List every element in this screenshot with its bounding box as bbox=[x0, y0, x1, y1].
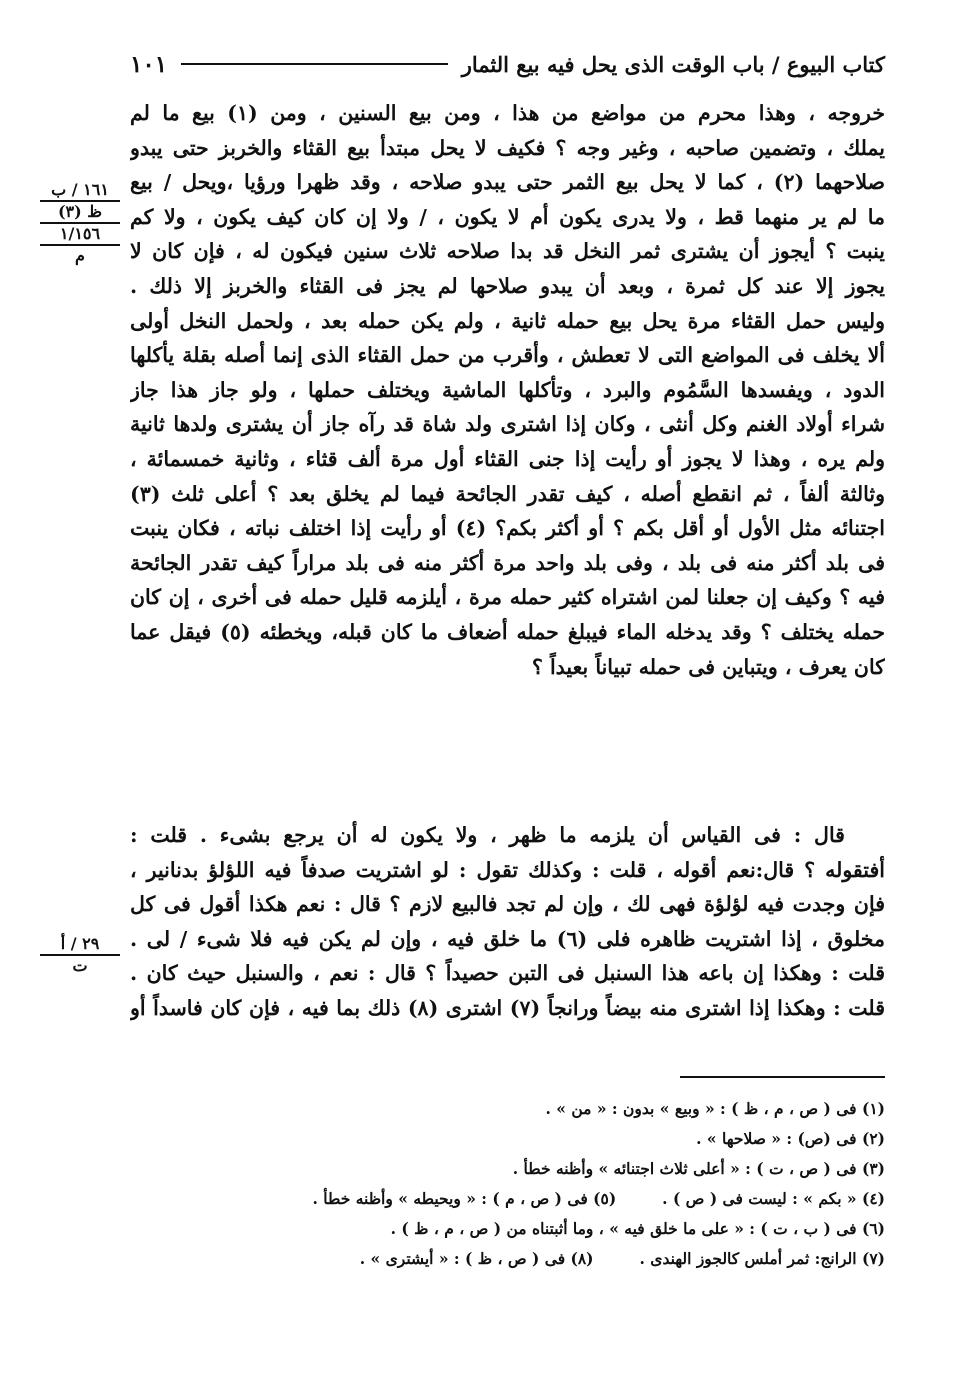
footnotes bbox=[130, 1094, 885, 1274]
text-line: شراء أولاد الغنم وكل أنثى ، وكان إذا اشترى ولد شاة قد رآه جاز أن يشترى ولدها ثانية bbox=[130, 412, 885, 437]
footnote: (٤) « بكم » : ليست فى ( ص ) . bbox=[662, 1189, 885, 1208]
text-line: حمله يختلف ؟ وقد يدخله الماء فيبلغ حمله أضعاف ما كان قبله، ويخطئه (٥) فيقل عما bbox=[130, 619, 885, 644]
footnote-pair bbox=[130, 1184, 885, 1214]
margin-note-line: ٢٩ / أ bbox=[40, 934, 120, 956]
text-line: صلاحهما (٢) ، كما لا يحل بيع الثمر حتى يبدو صلاحه ، وقد ظهرا ورؤيا ،ويحل / بيع bbox=[130, 170, 885, 195]
text-line: ما لم ير منهما قط ، ولا يدرى يكون أم لا يكون ، / ولا إن كان كيف يكون ، ولا كم bbox=[130, 204, 885, 229]
header-rule bbox=[181, 63, 448, 65]
page-number: ١٠١ bbox=[130, 50, 168, 78]
running-header bbox=[130, 44, 885, 84]
text-line: ولم يره ، وهذا لا يجوز أو رأيت إذا جنى القثاء أول مرة ألف قثاء ، وثانية خمسمائة ، bbox=[130, 446, 885, 471]
margin-note-line: ظ (٣) bbox=[40, 202, 120, 224]
text-line: وليس حمل القثاء مرة يحل بيع حمله ثانية ، ولم يكن حمله بعد ، ولحمل النخل أولى bbox=[130, 308, 885, 333]
text-line: كان يعرف ، ويتباين فى حمله تبياناً بعيداً ؟ bbox=[531, 654, 885, 679]
margin-note-line: ١/١٥٦ bbox=[40, 224, 120, 246]
footnote-pair bbox=[130, 1244, 885, 1274]
text-line: فى بلد أكثر منه فى بلد ، وفى بلد واحد مرة أكثر منه فى بلد مراراً كيف تقدر الجائحة bbox=[130, 550, 885, 575]
margin-note-manuscript-refs bbox=[40, 180, 120, 266]
text-line: قلت : وهكذا إن باعه هذا السنبل فى التبن حصيداً ؟ قال : نعم ، والسنبل حيث كان . bbox=[130, 961, 885, 986]
text-line: يجوز إلا عند كل ثمرة ، وبعد أن يبدو صلاحها لم يجز فى القثاء والخربز إلا ذلك . bbox=[130, 273, 885, 298]
footnote: (٥) فى ( ص ، م ) : « ويحيطه » وأظنه خطأ . bbox=[312, 1189, 617, 1208]
text-line: اجتنائه مثل الأول أو أقل بكم ؟ أو أكثر بكم؟ (٤) أو رأيت إذا اختلف نباته ، فكان ينبت bbox=[130, 516, 885, 541]
text-line: فيه ؟ وكيف إن جعلنا لمن اشتراه كثير حمله مرة ، أيلزمه قليل حمله فى أخرى ، إن كان bbox=[130, 585, 885, 610]
footnote: (٨) فى ( ص ، ظ ) : « أيشترى » . bbox=[359, 1249, 594, 1268]
footnote-separator bbox=[680, 1076, 885, 1078]
text-line: يملك ، وتضمين صاحبه ، وغير وجه ؟ فكيف لا يحل مبتدأ بيع القثاء والخربز حتى يبدو bbox=[130, 135, 885, 160]
text-line: قال : فى القياس أن يلزمه ما ظهر ، ولا يكون له أن يرجع بشىء . قلت : bbox=[130, 823, 845, 847]
main-paragraph-2 bbox=[130, 818, 885, 1026]
footnote: (٣) فى ( ص ، ت ) : « أعلى ثلاث اجتنائه » وأظنه خطأ . bbox=[512, 1159, 885, 1178]
text-line: ينبت ؟ أيجوز أن يشترى ثمر النخل قد بدا صلاحه ثلاث سنين فيكون له ، فإن كان لا bbox=[130, 239, 885, 264]
footnote: (٧) الرانج: ثمر أملس كالجوز الهندى . bbox=[639, 1249, 885, 1268]
main-paragraph-1 bbox=[130, 96, 885, 684]
footnote: (٢) فى (ص) : « صلاحها » . bbox=[696, 1129, 885, 1148]
margin-note-line: ١٦١ / ب bbox=[40, 180, 120, 202]
text-line: مخلوق ، إذا اشتريت ظاهره فلى (٦) ما خلق فيه ، وإن لم يكن فيه فلا شىء / لى . bbox=[130, 926, 885, 951]
text-line: ألا يخلف فى المواضع التى لا تعطش ، وأقرب من حمل القثاء الذى إنما أصله بقلة يأكلها bbox=[130, 343, 885, 368]
text-line: قلت : وهكذا إذا اشترى منه بيضاً ورانجاً (٧) اشترى (٨) ذلك بما فيه ، فإن كان فاسداً أو bbox=[130, 995, 885, 1020]
margin-note-line: م bbox=[75, 246, 85, 265]
text-line: خروجه ، وهذا محرم من مواضع من هذا ، ومن بيع السنين ، ومن (١) بيع ما لم bbox=[130, 101, 885, 125]
text-line: وثالثة ألفاً ، ثم انقطع أصله ، كيف تقدر الجائحة فيما لم يخلق بعد ؟ أعلى ثلث (٣) bbox=[130, 481, 885, 506]
margin-note-manuscript-refs-2 bbox=[40, 934, 120, 976]
margin-note-line: ت bbox=[72, 956, 88, 975]
footnote: (١) فى ( ص ، م ، ظ ) : « وبيع » بدون : « من » . bbox=[545, 1099, 885, 1118]
text-line: فإن وجدت فيه لؤلؤة فهى لك ، وإن لم تجد فالبيع لازم ؟ قال : نعم هكذا أقول فى كل bbox=[130, 892, 885, 917]
text-line: أفتقوله ؟ قال:نعم أقوله ، قلت : وكذلك تقول : لو اشتريت صدفاً فيه اللؤلؤ بدنانير ، bbox=[130, 857, 885, 882]
footnote: (٦) فى ( ب ، ت ) : « على ما خلق فيه » ، وما أثبتناه من ( ص ، م ، ظ ) . bbox=[390, 1219, 885, 1238]
text-line: الدود ، ويفسدها السَّمُوم والبرد ، وتأكلها الماشية ويختلف حملها ، ولو جاز هذا جاز bbox=[130, 377, 885, 402]
header-title: كتاب البيوع / باب الوقت الذى يحل فيه بيع الثمار bbox=[461, 51, 885, 77]
